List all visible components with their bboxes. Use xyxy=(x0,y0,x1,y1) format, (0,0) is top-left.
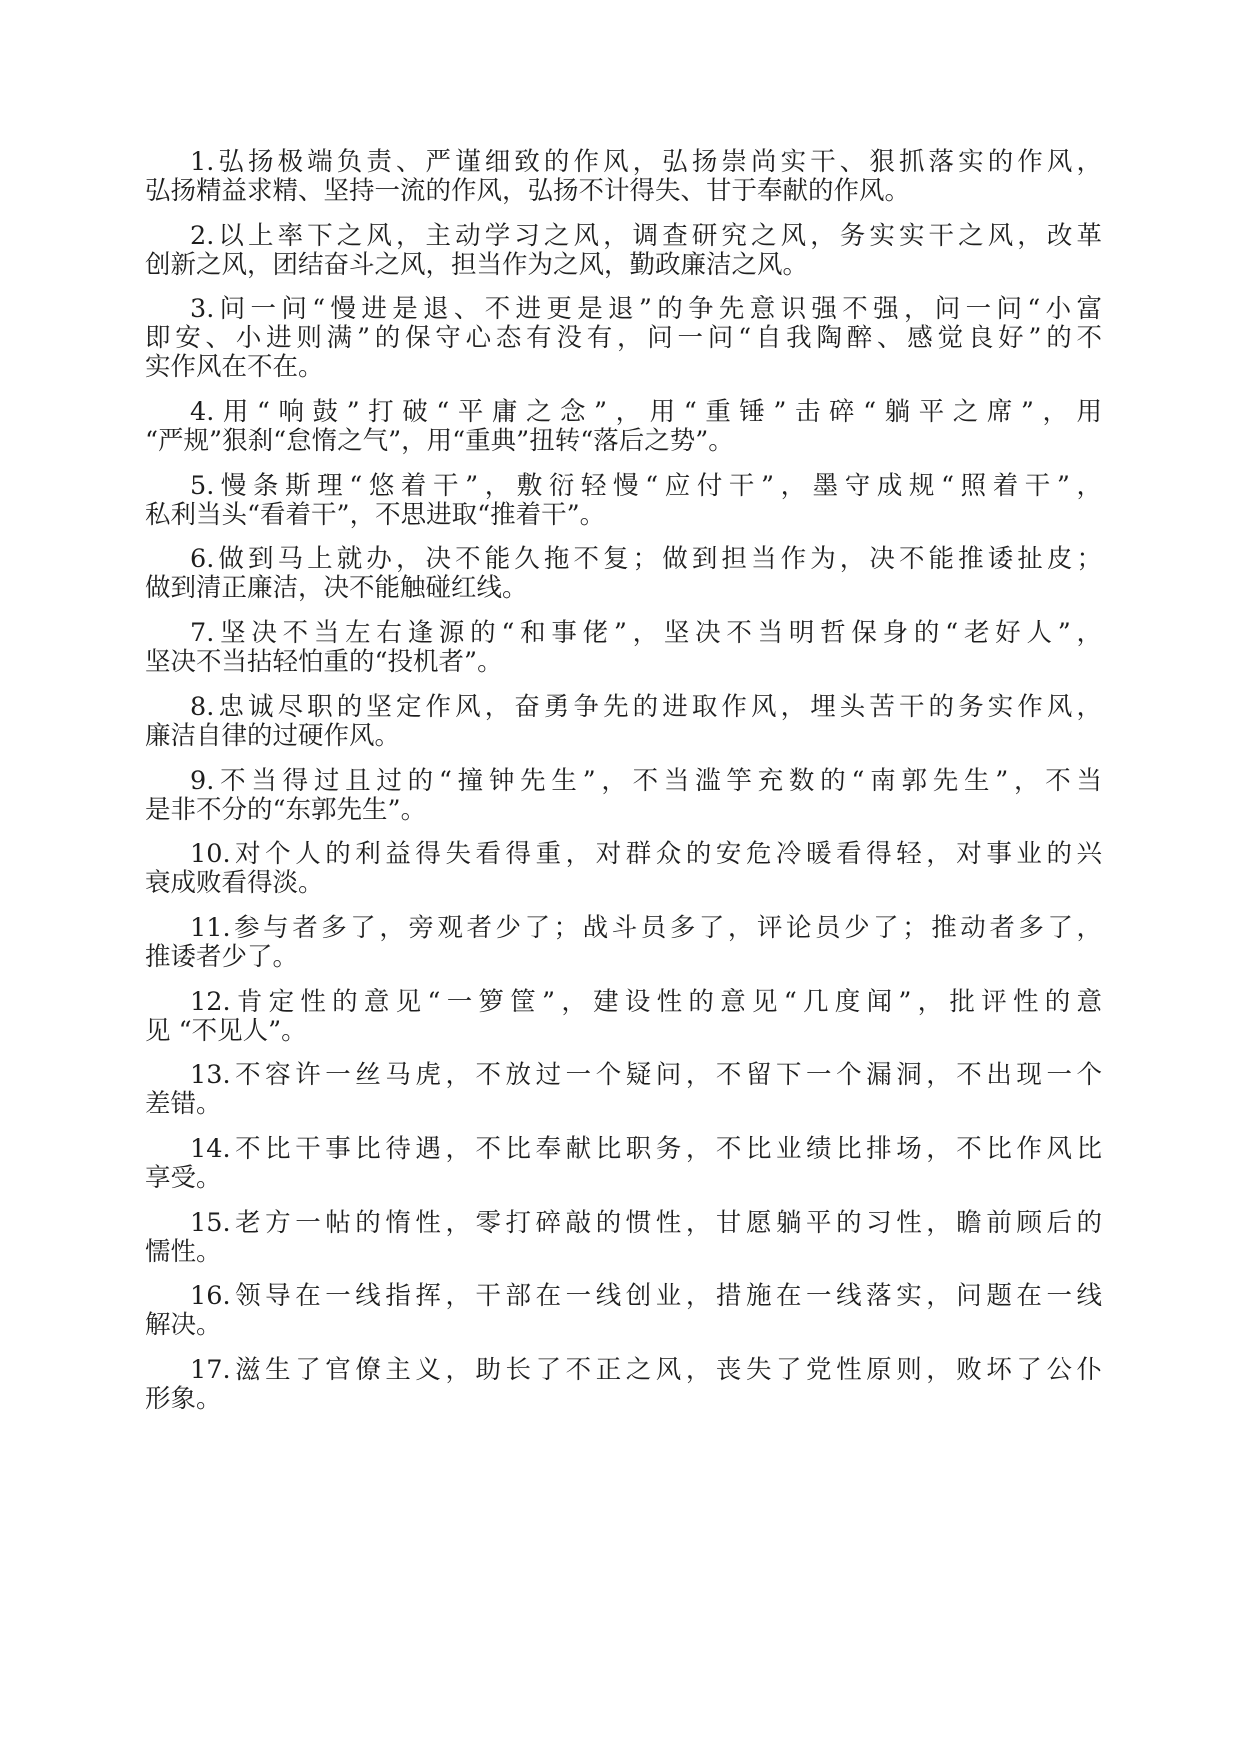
paragraph-line: 10.对个人的利益得失看得重，对群众的安危冷暖看得轻，对事业的兴 xyxy=(190,840,1102,870)
paragraph-line: 形象。 xyxy=(145,1385,222,1414)
paragraph-line: 私利当头“看着干”，不思进取“推着干”。 xyxy=(145,500,606,530)
paragraph-line: 实作风在不在。 xyxy=(145,353,324,383)
paragraph-line: 3.问一问“慢进是退、不进更是退”的争先意识强不强，问一问“小富 xyxy=(190,295,1102,325)
paragraph-line: 衰成败看得淡。 xyxy=(145,869,324,899)
paragraph-line: 12.肯定性的意见“一箩筐”，建设性的意见“几度闻”，批评性的意 xyxy=(190,987,1102,1017)
list-item xyxy=(145,1061,1102,1119)
list-item xyxy=(145,545,1102,603)
numbered-list xyxy=(145,148,1102,1430)
paragraph-line: 14.不比干事比待遇，不比奉献比职务，不比业绩比排场，不比作风比 xyxy=(190,1134,1102,1164)
paragraph-line: 4.用“响鼓”打破“平庸之念”，用“重锤”击碎“躺平之席”，用 xyxy=(190,398,1102,428)
list-item xyxy=(145,988,1102,1046)
list-item xyxy=(145,767,1102,825)
paragraph-line: 17.滋生了官僚主义，助长了不正之风，丧失了党性原则，败坏了公仆 xyxy=(190,1356,1102,1385)
paragraph-line: 9.不当得过且过的“撞钟先生”，不当滥竽充数的“南郭先生”，不当 xyxy=(190,766,1102,796)
paragraph-line: 16.领导在一线指挥，干部在一线创业，措施在一线落实，问题在一线 xyxy=(190,1282,1102,1312)
paragraph-line: 做到清正廉洁，决不能触碰红线。 xyxy=(145,574,528,604)
list-item xyxy=(145,1209,1102,1267)
paragraph-line: 解决。 xyxy=(145,1311,222,1341)
paragraph-line: 弘扬精益求精、坚持一流的作风，弘扬不计得失、甘于奉献的作风。 xyxy=(145,177,911,206)
list-item xyxy=(145,619,1102,677)
paragraph-line: 即安、小进则满”的保守心态有没有，问一问“自我陶醉、感觉良好”的不 xyxy=(145,324,1102,354)
paragraph-line: 享受。 xyxy=(145,1163,222,1193)
paragraph-line: 1.弘扬极端负责、严谨细致的作风，弘扬崇尚实干、狠抓落实的作风， xyxy=(190,148,1102,177)
paragraph-line: 创新之风，团结奋斗之风，担当作为之风，勤政廉洁之风。 xyxy=(145,250,809,280)
list-item xyxy=(145,295,1102,382)
paragraph-line: 坚决不当拈轻怕重的“投机者”。 xyxy=(145,648,503,678)
paragraph-line: 5.慢条斯理“悠着干”，敷衍轻慢“应付干”，墨守成规“照着干”， xyxy=(190,471,1102,501)
paragraph-line: 7.坚决不当左右逢源的“和事佬”，坚决不当明哲保身的“老好人”， xyxy=(190,619,1102,649)
paragraph-line: 13.不容许一丝马虎，不放过一个疑问，不留下一个漏洞，不出现一个 xyxy=(190,1061,1102,1091)
paragraph-line: “严规”狠刹“怠惰之气”，用“重典”扭转“落后之势”。 xyxy=(145,427,734,457)
paragraph-line: 6.做到马上就办，决不能久拖不复；做到担当作为，决不能推诿扯皮； xyxy=(190,545,1102,575)
paragraph-line: 8.忠诚尽职的坚定作风，奋勇争先的进取作风，埋头苦干的务实作风， xyxy=(190,692,1102,722)
list-item xyxy=(145,914,1102,972)
paragraph-line: 11.参与者多了，旁观者少了；战斗员多了，评论员少了；推动者多了， xyxy=(190,913,1102,943)
paragraph-line: 廉洁自律的过硬作风。 xyxy=(145,721,401,751)
paragraph-line: 懦性。 xyxy=(145,1237,222,1267)
list-item xyxy=(145,840,1102,898)
list-item xyxy=(145,1135,1102,1193)
list-item xyxy=(145,398,1102,456)
paragraph-line: 见 “不见人”。 xyxy=(145,1016,307,1046)
paragraph-line: 2.以上率下之风，主动学习之风，调查研究之风，务实实干之风，改革 xyxy=(190,221,1102,251)
list-item xyxy=(145,472,1102,530)
paragraph-line: 差错。 xyxy=(145,1090,222,1120)
paragraph-line: 15.老方一帖的惰性，零打碎敲的惯性，甘愿躺平的习性，瞻前顾后的 xyxy=(190,1208,1102,1238)
list-item xyxy=(145,222,1102,280)
list-item xyxy=(145,148,1102,206)
list-item xyxy=(145,693,1102,751)
paragraph-line: 推诿者少了。 xyxy=(145,942,299,972)
list-item xyxy=(145,1356,1102,1414)
list-item xyxy=(145,1282,1102,1340)
paragraph-line: 是非不分的“东郭先生”。 xyxy=(145,795,427,825)
